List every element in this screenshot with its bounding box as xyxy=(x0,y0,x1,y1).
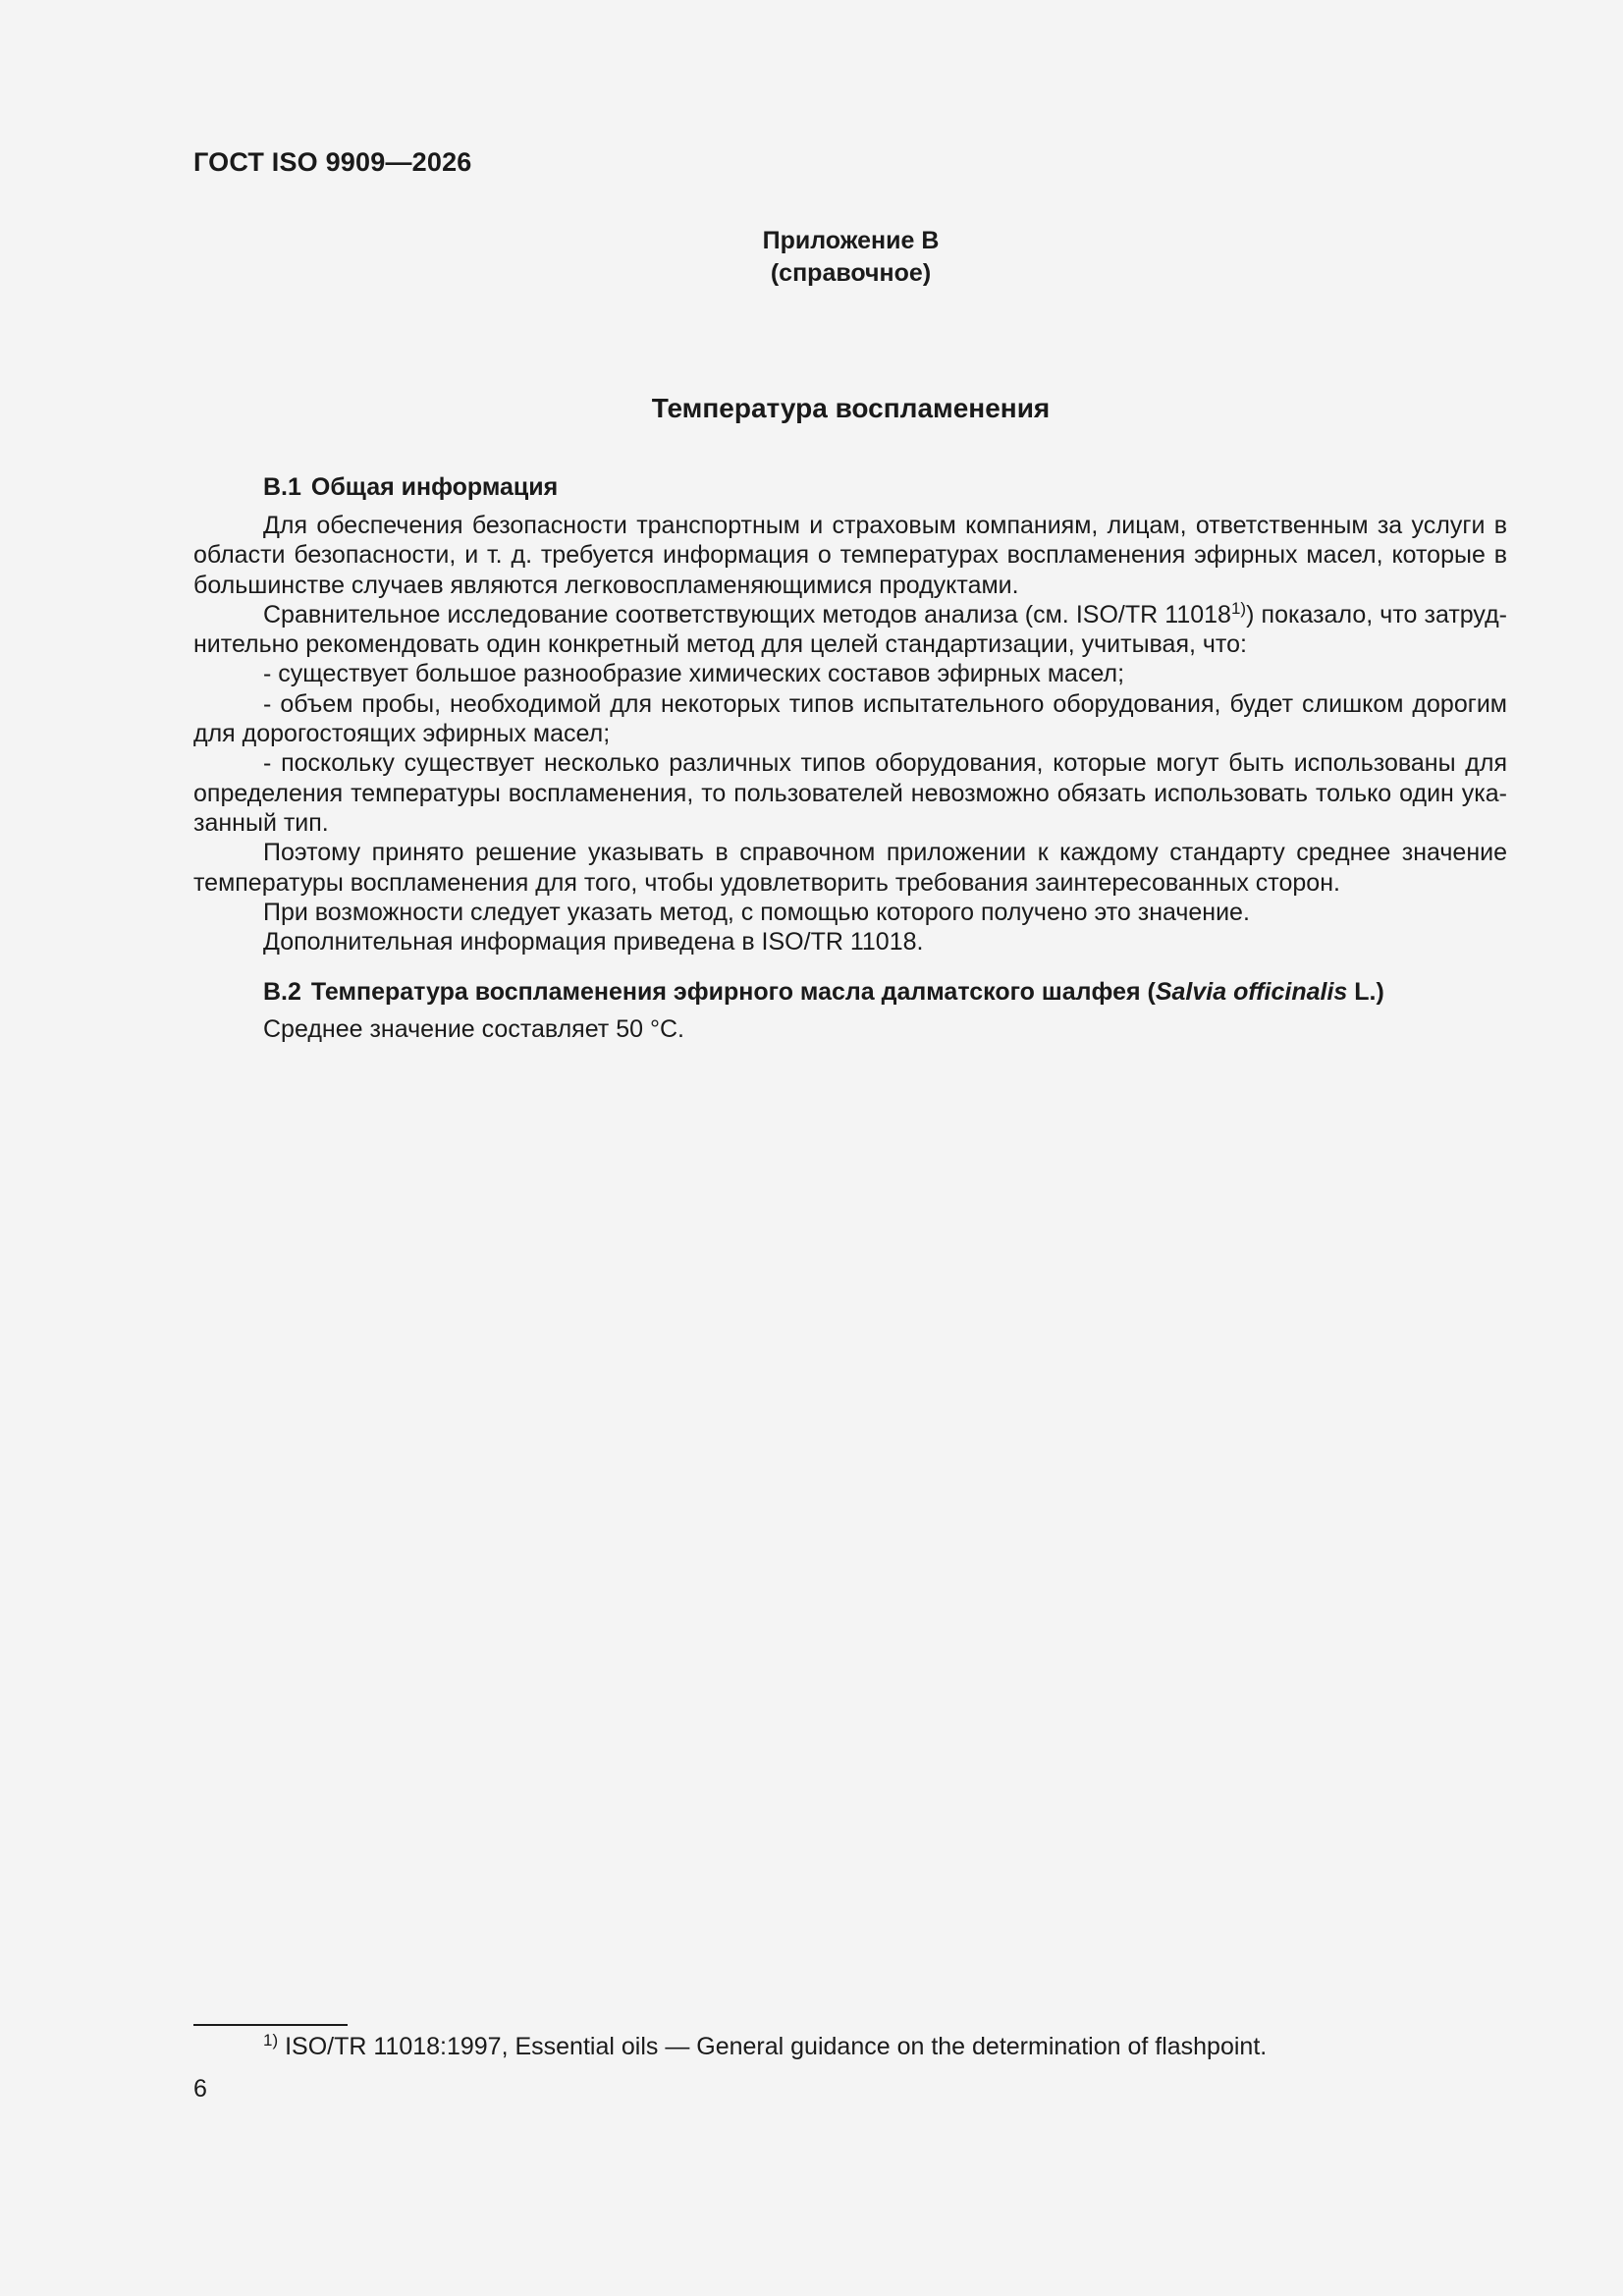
list-item: - объем пробы, необходимой для некоторых типов испытательного оборудования, будет слишком дорогим для дорогостоящих эфирных масел; xyxy=(193,689,1507,748)
section-number: В.2 xyxy=(263,978,301,1006)
section-heading-b1 xyxy=(263,473,558,502)
footnote-reference: 1) xyxy=(1230,598,1247,618)
annex-title-text: Температура воспламенения xyxy=(651,393,1051,423)
annex-status: (справочное) xyxy=(770,259,932,287)
section-b1-body xyxy=(193,511,1507,957)
paragraph: При возможности следует указать метод, с помощью которого получено это значение. xyxy=(263,898,1250,926)
paragraph: Среднее значение составляет 50 °С. xyxy=(263,1015,684,1043)
paragraph: Поэтому принято решение указывать в справочном приложении к каждому стандарту среднее значение температуры воспламенения для того, чтобы удовлетворить требования заинтересованных сторон. xyxy=(193,839,1507,897)
annex-label: Приложение В xyxy=(762,227,940,254)
paragraph: Для обеспечения безопасности транспортным и страховым компаниям, лицам, ответственным за услуги в области безопасности, и т. д. требуется информация о температурах воспламенения эфирных масел, которые в большинстве случаев являются легковоспламеняющимися продуктами. xyxy=(193,512,1507,599)
paragraph-with-footnote-ref xyxy=(193,600,1507,660)
paragraph-text: Сравнительное исследование соответствующих методов анализа (см. ISO/TR 11018 xyxy=(263,600,1231,629)
section-title: Температура воспламенения эфирного масла далматского шалфея ( xyxy=(310,978,1156,1006)
section-b2-body xyxy=(193,1014,1507,1044)
section-heading-b2 xyxy=(263,978,1384,1007)
footnote xyxy=(263,2033,1267,2061)
list-item: - поскольку существует несколько различных типов оборудования, которые могут быть использованы для определения температуры воспламенения, то пользователей невозможно обязать использовать только один указанный тип. xyxy=(193,749,1507,837)
list-item: - существует большое разнообразие химических составов эфирных масел; xyxy=(263,660,1125,688)
section-title: Общая информация xyxy=(310,473,559,501)
annex-heading xyxy=(0,225,1623,290)
footnote-text: ISO/TR 11018:1997, Essential oils — General guidance on the determination of flashpoint. xyxy=(285,2033,1268,2060)
footnote-marker: 1) xyxy=(263,2031,279,2050)
page-number: 6 xyxy=(193,2075,207,2103)
section-number: В.1 xyxy=(263,473,301,501)
section-title-end: L.) xyxy=(1347,978,1384,1006)
species-name: Salvia officinalis xyxy=(1155,978,1348,1006)
paragraph: Дополнительная информация приведена в ISO/TR 11018. xyxy=(263,928,924,957)
paragraph-text: ) показало, что затруднительно рекомендовать один конкретный метод для целей стандартизации, учитывая, что: xyxy=(193,600,1507,659)
footnote-separator xyxy=(193,2024,348,2026)
annex-title xyxy=(0,393,1623,424)
standard-code: ГОСТ ISO 9909—2026 xyxy=(193,147,472,177)
